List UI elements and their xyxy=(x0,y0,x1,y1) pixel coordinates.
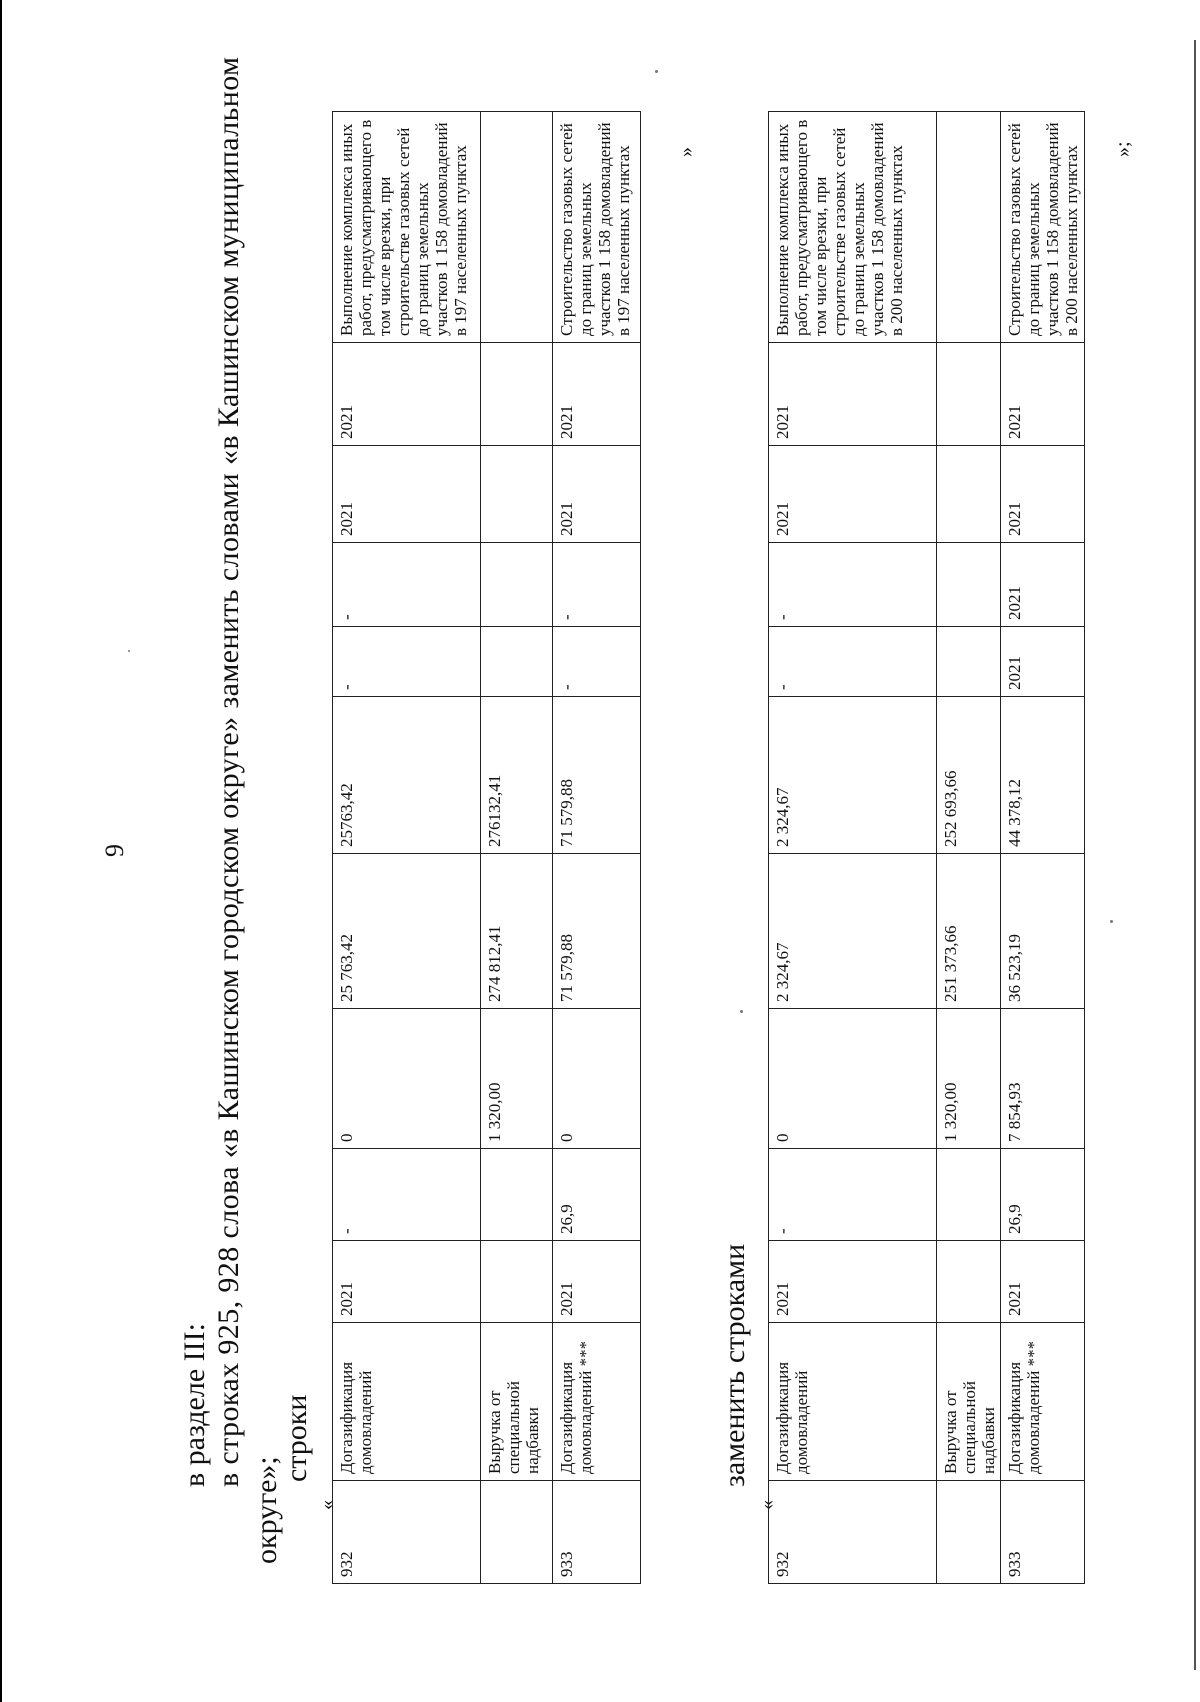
table-cell: - xyxy=(553,543,641,627)
close-quote-final: »; xyxy=(1112,141,1134,157)
table-cell: 7 854,93 xyxy=(1001,1009,1085,1149)
table-cell: - xyxy=(769,627,937,697)
table-cell: 276132,41 xyxy=(481,697,553,854)
table-cell: 1 320,00 xyxy=(481,1009,553,1149)
table-row xyxy=(769,112,937,1584)
table-cell: 252 693,66 xyxy=(937,697,1001,854)
table-row xyxy=(1001,112,1085,1584)
table-cell xyxy=(937,1481,1001,1584)
table-cell xyxy=(481,1149,553,1241)
table-cell: 2021 xyxy=(1001,343,1085,446)
table-cell xyxy=(481,1241,553,1323)
table-cell: 71 579,88 xyxy=(553,697,641,854)
table-cell xyxy=(937,1241,1001,1323)
table-cell: 2021 xyxy=(553,446,641,543)
table-cell: 26,9 xyxy=(553,1149,641,1241)
table-cell: 2021 xyxy=(769,446,937,543)
table-cell: - xyxy=(769,1149,937,1241)
table-cell: Догазификация домовладений *** xyxy=(553,1323,641,1481)
table-cell: Догазификация домовладений xyxy=(333,1323,481,1481)
table-cell: 932 xyxy=(769,1481,937,1584)
table-cell: Выручка от специальной надбавки xyxy=(937,1323,1001,1481)
table-cell: Выручка от специальной надбавки xyxy=(481,1323,553,1481)
table-cell: 36 523,19 xyxy=(1001,854,1085,1009)
table-cell: - xyxy=(333,627,481,697)
table-cell: 2021 xyxy=(553,343,641,446)
table-cell: Догазификация домовладений *** xyxy=(1001,1323,1085,1481)
instruction-text: в строках 925, 928 слова «в Кашинском городском округе» заменить словами «в Кашинском муниципальном xyxy=(212,56,245,1487)
table-cell xyxy=(481,343,553,446)
table-cell: 2021 xyxy=(553,1241,641,1323)
table-row xyxy=(937,112,1001,1584)
table-cell: Строительство газовых сетей до границ земельных участков 1 158 домовладений в 197 населенных пунктах xyxy=(553,112,641,343)
table-cell xyxy=(481,446,553,543)
table-cell: 1 320,00 xyxy=(937,1009,1001,1149)
table-cell: 2021 xyxy=(1001,627,1085,697)
table-cell: 251 373,66 xyxy=(937,854,1001,1009)
table-cell xyxy=(937,446,1001,543)
table-row xyxy=(481,112,553,1584)
table-cell: 2021 xyxy=(769,343,937,446)
table-cell: 2021 xyxy=(1001,1241,1085,1323)
table-cell xyxy=(937,112,1001,343)
table-cell: - xyxy=(333,1149,481,1241)
table-cell: 0 xyxy=(333,1009,481,1149)
table-cell xyxy=(937,1149,1001,1241)
table-cell xyxy=(937,343,1001,446)
table-new-rows xyxy=(768,111,1085,1584)
section-heading: в разделе III: xyxy=(178,1323,211,1487)
close-quote-old: » xyxy=(675,147,697,157)
table-cell: 25 763,42 xyxy=(333,854,481,1009)
scan-speck xyxy=(655,70,658,73)
table-cell: 274 812,41 xyxy=(481,854,553,1009)
table-cell: 2 324,67 xyxy=(769,854,937,1009)
table-old-rows xyxy=(332,111,641,1584)
table-cell: 71 579,88 xyxy=(553,854,641,1009)
scan-speck xyxy=(1110,920,1113,923)
table-cell: Выполнение комплекса иных работ, предусматривающего в том числе врезки, при строительстве газовых сетей до границ земельных участков 1 158 домовладений в 197 населенных пунктах xyxy=(333,112,481,343)
table-cell: Догазификация домовладений xyxy=(769,1323,937,1481)
table-cell: Строительство газовых сетей до границ земельных участков 1 158 домовладений в 200 населенных пунктах xyxy=(1001,112,1085,343)
table-cell: 2021 xyxy=(333,446,481,543)
table-cell: Выполнение комплекса иных работ, предусматривающего в том числе врезки, при строительстве газовых сетей до границ земельных участков 1 158 домовладений в 200 населенных пунктах xyxy=(769,112,937,343)
table-cell xyxy=(481,627,553,697)
instruction-text-continued: округе»; xyxy=(250,1456,283,1564)
table-cell: 2 324,67 xyxy=(769,697,937,854)
table-cell: - xyxy=(333,543,481,627)
table-cell: 2021 xyxy=(333,1241,481,1323)
table-cell xyxy=(937,543,1001,627)
table-cell: - xyxy=(553,627,641,697)
table-cell xyxy=(481,543,553,627)
table-row xyxy=(553,112,641,1584)
table-cell: - xyxy=(769,543,937,627)
scan-speck xyxy=(740,1010,743,1013)
table-cell: 2021 xyxy=(1001,543,1085,627)
table-cell: 26,9 xyxy=(1001,1149,1085,1241)
scan-speck xyxy=(128,650,130,652)
table-cell: 0 xyxy=(553,1009,641,1149)
table-row xyxy=(333,112,481,1584)
table-cell: 2021 xyxy=(769,1241,937,1323)
table-cell: 25763,42 xyxy=(333,697,481,854)
label-rows: строки xyxy=(280,1394,313,1482)
table-cell: 933 xyxy=(1001,1481,1085,1584)
open-quote-old: « xyxy=(316,1500,338,1510)
page-number: 9 xyxy=(100,844,129,857)
table-cell: 44 378,12 xyxy=(1001,697,1085,854)
table-cell xyxy=(937,627,1001,697)
table-cell: 0 xyxy=(769,1009,937,1149)
open-quote-new: « xyxy=(756,1500,778,1510)
table-cell: 933 xyxy=(553,1481,641,1584)
table-cell: 932 xyxy=(333,1481,481,1584)
table-cell xyxy=(481,1481,553,1584)
table-cell: 2021 xyxy=(1001,446,1085,543)
table-cell: 2021 xyxy=(333,343,481,446)
label-replace-with-rows: заменить строками xyxy=(718,1243,751,1487)
table-cell xyxy=(481,112,553,343)
